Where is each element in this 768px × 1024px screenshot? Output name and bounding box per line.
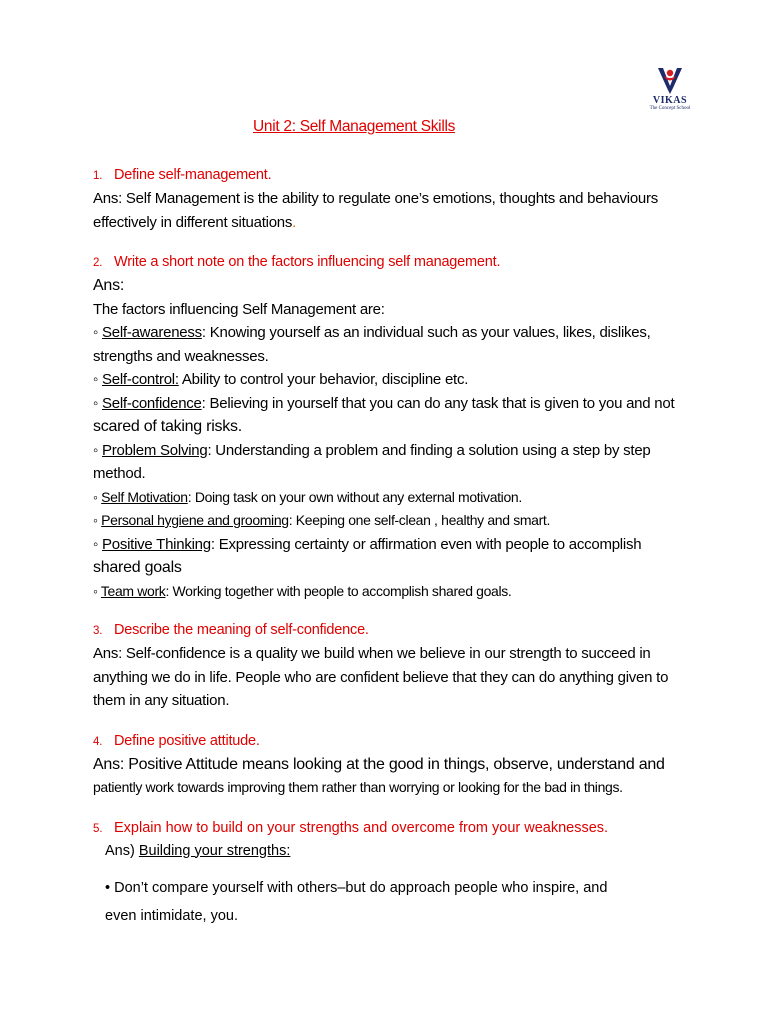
factor-term: Self Motivation [101, 488, 188, 505]
factor-term: Problem Solving [102, 441, 208, 459]
factor-term: Personal hygiene and grooming [101, 512, 289, 528]
factor-continuation: scared of taking risks. [93, 418, 242, 435]
answer-1-dot: . [292, 213, 297, 231]
factor-continuation: shared goals [93, 559, 182, 576]
vikas-logo [640, 66, 700, 122]
question-2 [93, 251, 703, 274]
factor-desc: : Understanding a problem and finding a solution using a step by step [207, 441, 651, 459]
logo-figure-icon [655, 66, 685, 96]
answer-5-bullet [93, 874, 703, 930]
content [93, 164, 703, 930]
factor-item [93, 533, 703, 557]
answer-5-prefix: Ans) [105, 842, 139, 859]
answer-1-line-2 [93, 211, 703, 235]
bullet-icon: ◦ [93, 512, 102, 528]
bullet-icon: ◦ [93, 535, 102, 553]
factor-desc: : Doing task on your own without any external motivation. [187, 488, 522, 505]
question-number: 3. [93, 625, 103, 637]
factor-desc: Ability to control your behavior, discipline etc. [178, 371, 469, 388]
factor-item [93, 486, 703, 510]
factor-desc: : Working together with people to accomplish shared goals. [165, 582, 512, 599]
question-text: Write a short note on the factors influencing self management. [114, 254, 501, 270]
factor-term: Self-awareness [102, 324, 202, 341]
question-number: 5. [93, 822, 103, 835]
factor-continuation: method. [93, 465, 146, 482]
question-1 [93, 164, 703, 187]
question-number: 1. [93, 170, 103, 182]
factor-item [93, 321, 703, 345]
bullet-icon: ◦ [93, 371, 102, 388]
bullet-icon: ◦ [93, 441, 102, 459]
question-number: 4. [93, 735, 103, 748]
factor-term: Self-confidence [102, 394, 202, 412]
question-text: Explain how to build on your strengths and overcome from your weaknesses. [114, 819, 609, 836]
factor-desc: : Keeping one self-clean , healthy and smart. [288, 512, 551, 528]
page-title: Unit 2: Self Management Skills [253, 118, 456, 135]
question-text: Define self-management. [114, 167, 272, 183]
factor-continuation: strengths and weaknesses. [93, 347, 269, 365]
bullet-icon: ◦ [93, 394, 102, 412]
factor-term: Self-control: [102, 371, 179, 388]
factor-item [93, 439, 703, 463]
factor-item [93, 368, 703, 392]
question-4 [93, 730, 703, 753]
answer-4-line-2: patiently work towards improving them rather than worrying or looking for the bad in things. [93, 779, 623, 795]
logo-tagline: The Concept School [649, 106, 691, 111]
building-strengths-heading: Building your strengths: [138, 842, 291, 859]
question-text: Describe the meaning of self-confidence. [114, 622, 369, 638]
question-3 [93, 619, 703, 642]
factor-item [93, 580, 703, 604]
factor-item [93, 509, 703, 533]
answer-3-line: them in any situation. [93, 692, 230, 709]
factor-desc: : Believing in yourself that you can do any task that is given to you and not [201, 394, 675, 412]
answer-1-text: effectively in different situations [93, 213, 293, 231]
answer-3-line: anything we do in life. People who are confident believe that they can do anything given to [93, 668, 669, 686]
answer-5-bullet-line-2: even intimidate, you. [105, 907, 238, 924]
question-text: Define positive attitude. [114, 732, 260, 749]
factor-term: Positive Thinking [102, 535, 211, 553]
logo-brand: VIKAS [652, 95, 688, 106]
question-5 [93, 817, 703, 840]
factor-desc: : Expressing certainty or affirmation even with people to accomplish [210, 535, 642, 553]
answer-5-bullet-line-1: • Don’t compare yourself with others–but do approach people who inspire, and [105, 879, 608, 896]
factor-item [93, 392, 703, 416]
answer-2-label: Ans: [93, 277, 125, 294]
answer-5-heading [93, 840, 703, 862]
factor-desc: : Knowing yourself as an individual such as your values, likes, dislikes, [201, 324, 651, 341]
bullet-icon: ◦ [93, 488, 102, 505]
answer-3-line: Ans: Self-confidence is a quality we build when we believe in our strength to succeed in [93, 645, 651, 662]
factor-term: Team work [100, 582, 166, 599]
answer-2-intro: The factors influencing Self Management are: [93, 300, 385, 318]
bullet-icon: ◦ [93, 582, 101, 599]
question-number: 2. [93, 257, 103, 269]
answer-1-line-1: Ans: Self Management is the ability to regulate one’s emotions, thoughts and behaviours [93, 190, 659, 207]
answer-4-line-1: Ans: Positive Attitude means looking at the good in things, observe, understand and [93, 755, 665, 773]
bullet-icon: ◦ [93, 324, 102, 341]
